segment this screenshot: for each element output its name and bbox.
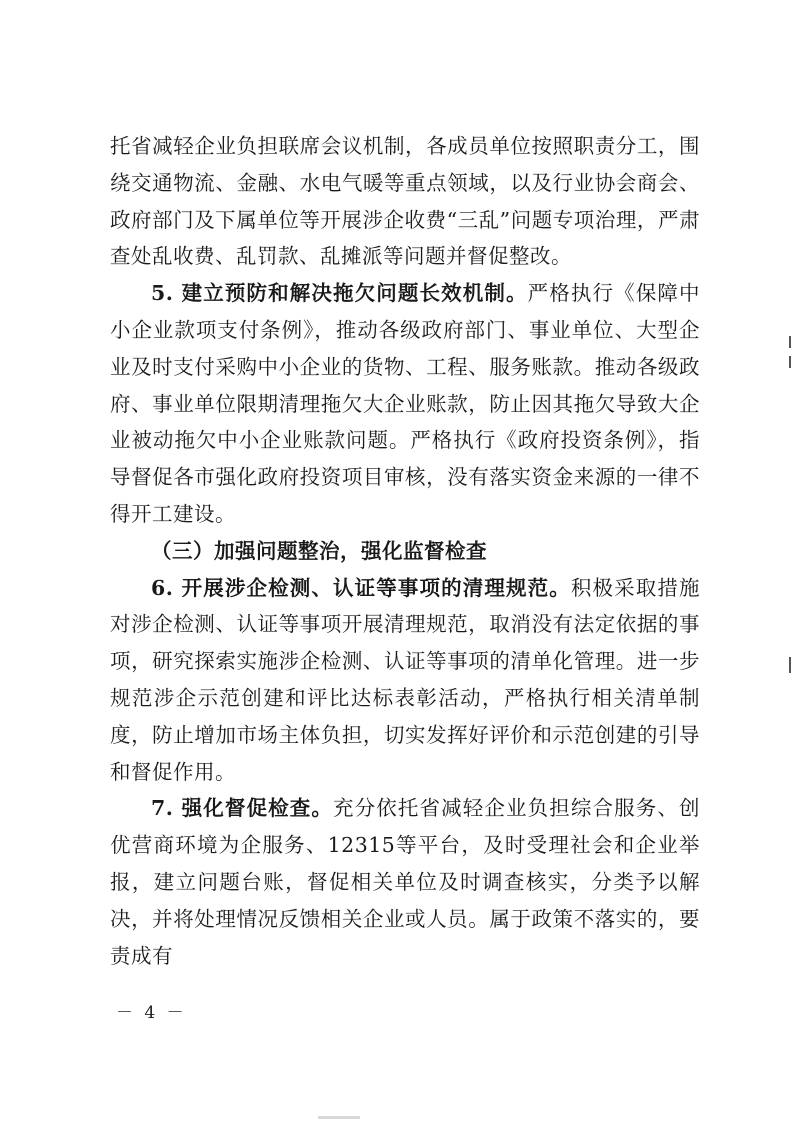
paragraph-item-6-text: 积极采取措施对涉企检测、认证等事项开展清理规范，取消没有法定依据的事项，研究探索实施涉企检测、认证等事项的清单化管理。进一步规范涉企示范创建和评比达标表彰活动，严格执行相关清单制度，防止增加市场主体负担，切实发挥好评价和示范创建的引导和督促作用。 xyxy=(110,575,700,784)
scan-edge-mark xyxy=(789,336,791,348)
scan-edge-mark xyxy=(789,657,791,673)
scan-artifact xyxy=(318,1116,360,1119)
paragraph-item-6-lead: 6. 开展涉企检测、认证等事项的清理规范。 xyxy=(151,575,571,600)
paragraph-item-7-text: 充分依托省减轻企业负担综合服务、创优营商环境为企服务、12315等平台，及时受理社会和企业举报，建立问题台账，督促相关单位及时调查核实，分类予以解决，并将处理情况反馈相关企业或人员。属于政策不落实的，要责成有 xyxy=(110,796,700,968)
paragraph-item-7 xyxy=(110,790,700,974)
paragraph-item-5-text: 严格执行《保障中小企业款项支付条例》，推动各级政府部门、事业单位、大型企业及时支付采购中小企业的货物、工程、服务账款。推动各级政府、事业单位限期清理拖欠大企业账款，防止因其拖欠导致大企业被动拖欠中小企业账款问题。严格执行《政府投资条例》，指导督促各市强化政府投资项目审核，没有落实资金来源的一律不得开工建设。 xyxy=(110,281,701,526)
paragraph-item-7-lead: 7. 强化督促检查。 xyxy=(151,796,334,821)
page-number: － 4 － xyxy=(116,1003,187,1023)
paragraph-intro-text: 托省减轻企业负担联席会议机制，各成员单位按照职责分工，围绕交通物流、金融、水电气暖等重点领域，以及行业协会商会、政府部门及下属单位等开展涉企收费“三乱”问题专项治理，严肃查处乱收费、乱罚款、乱摊派等问题并督促整改。 xyxy=(110,134,700,269)
paragraph-item-6 xyxy=(110,570,700,791)
paragraph-item-5-lead: 5. 建立预防和解决拖欠问题长效机制。 xyxy=(151,281,528,306)
section-heading-3: （三）加强问题整治，强化监督检查 xyxy=(151,538,487,563)
paragraph-item-5 xyxy=(110,275,700,533)
paragraph-intro xyxy=(110,128,700,275)
document-body xyxy=(110,128,700,974)
scan-edge-mark xyxy=(789,356,791,368)
